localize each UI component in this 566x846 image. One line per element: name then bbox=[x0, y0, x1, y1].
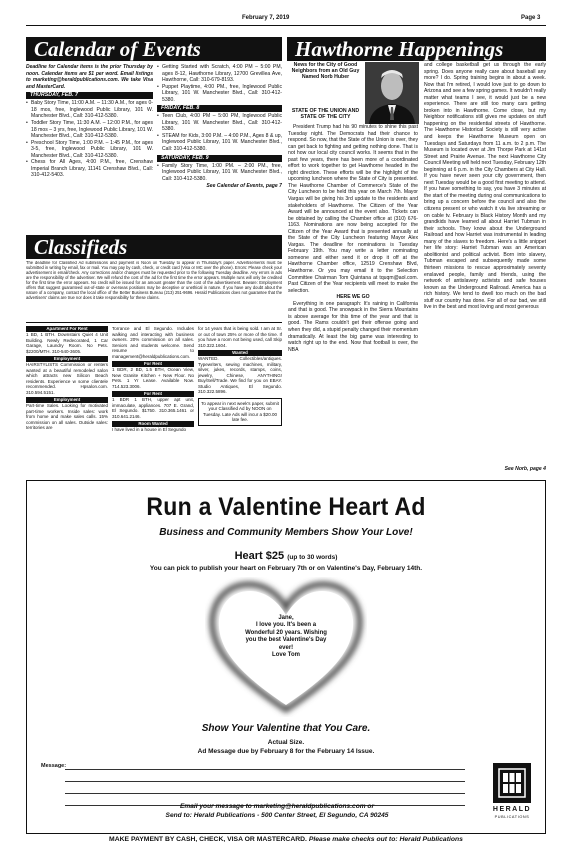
section-apartment-for-rent: Apartment For Rent bbox=[26, 326, 108, 332]
mail-instructions: Send to: Herald Publications - 500 Center Street, El Segundo, CA 90245 bbox=[165, 812, 389, 819]
calendar-item: • Puppet Playtime, 4:00 PM., free, Inglewood Public Library, 101 W. Manchester Blvd., Call: 310-412-5380. bbox=[157, 84, 282, 104]
calendar-item: • Baby Story Time, 11:00 A.M. – 11:30 A.M., for ages 0-18 mos, free, Inglewood Public Library, 101 W. Manchester Blvd., Call: 310-412-5380. bbox=[26, 100, 153, 120]
herald-logo-mark bbox=[493, 763, 531, 803]
day-heading-thursday: THURSDAY, FEB. 7 bbox=[26, 92, 153, 99]
day-heading-friday: FRIDAY, FEB. 8 bbox=[157, 105, 282, 112]
message-lines[interactable] bbox=[65, 769, 465, 806]
classifieds-intro: The deadline for Classified Ad submissions and payment is Noon on Tuesday to appear in Thursday's paper. Advertisements must be submitted in writing by email, fax or mail. You may pay by cash, check, or credit card (Visa or MC over the phone). Errors: Please check your advertisement in email/check. Any corrections and/or changes must be requested prior to the following Tuesday deadline. Any errors in ads are the responsibility of the advertiser. We will refund the cost of the ad for the first time the error appears. Multiple runs will only be credited for the first time the error appears. No credit will be issued for an amount greater than the cost of the advertisement. Beware: Employment offers that suggest guaranteed out-of-state or overseas positions may be deceptive or unethical in nature. If you have any doubt about the nature of a company, contact the local office of the Better Business Bureau (213) 251-9696. Herald Publications does not guarantee that the advertisers' claims are true nor does it take responsibility for these claims. bbox=[26, 261, 282, 300]
issue-date: February 7, 2019 bbox=[242, 15, 290, 21]
column-kicker: News for the City of Good Neighbors from an Old Guy Named Norb Huber bbox=[291, 62, 360, 81]
heart-message: Jane, I love you. It's been a Wonderful 20 years. Wishing you the best Valentine's Day ever! Love Tom bbox=[245, 615, 327, 659]
deadline-box: To appear in next week's paper, submit your Classified Ad by NOON on Tuesday. Late Ads will incur a $20.00 late fee. bbox=[198, 398, 282, 426]
email-instructions: Email your message to marketing@heraldpublications.com or bbox=[179, 803, 375, 810]
classified-ad: HAIRSTYLISTS Commission or renters wanted at a beautiful remodeled salon which attracts new Silicon Beach residents. Experience w some clientele recommended. Hpsalon.com. 310.594.5151. bbox=[26, 362, 108, 395]
message-line[interactable] bbox=[65, 769, 465, 770]
day-heading-saturday: SATURDAY, FEB. 9 bbox=[157, 155, 282, 162]
calendar-item: • Chess for All Ages, 4:00 P.M., free, Crenshaw Imperial Branch Library, 11141 Crenshaw Blvd., Call: 310-412-5403. bbox=[26, 159, 153, 179]
columnist-photo bbox=[365, 62, 419, 124]
section-employment: Employment bbox=[26, 397, 108, 403]
calendar-item: • Toddler Story Time, 11:30 A.M. – 12:00 P.M., for ages 18 mos – 3 yrs, free, Inglewood Public Library, 101 W. Manchester Blvd., Call: 310-412-5380. bbox=[26, 120, 153, 140]
building-icon bbox=[497, 767, 527, 799]
calendar-item: • Getting Started with Scratch, 4:00 PM – 5:00 PM, ages 8-12, Hawthorne Library, 12700 Grevillea Ave, Hawthorne, Call: 310-679-8193. bbox=[157, 64, 282, 84]
classifieds-column-2 bbox=[112, 326, 194, 456]
message-line[interactable] bbox=[65, 793, 465, 794]
herald-logo-sub: PUBLICATIONS bbox=[494, 815, 530, 819]
calendar-column-1 bbox=[26, 64, 153, 232]
message-line[interactable] bbox=[65, 781, 465, 782]
calendar-continued: See Calendar of Events, page 7 bbox=[206, 183, 282, 190]
ad-slogan: Show Your Valentine that You Care. bbox=[201, 723, 371, 734]
payment-checks: Please make checks out to: Herald Publications bbox=[308, 836, 463, 843]
calendar-intro: Deadline for Calendar items is the prior Thursday by noon. Calendar items are $1 per word. Email listings to marketing@heraldpublications.com. We take Visa and MasterCard. bbox=[26, 64, 153, 90]
section-for-rent: For Rent bbox=[112, 361, 194, 367]
herald-logo-name: HERALD bbox=[492, 806, 532, 813]
classifieds-column-3 bbox=[198, 326, 282, 456]
calendar-item: • Preschool Story Time, 1:00 P.M. – 1:45 P.M., for ages 3-5, free, Inglewood Public Library, 101 W. Manchester Blvd., Call: 310-412-5380. bbox=[26, 140, 153, 160]
calendar-banner: Calendar of Events bbox=[26, 37, 282, 61]
classifieds-banner: Classifieds bbox=[26, 235, 282, 259]
valentine-ad bbox=[26, 480, 546, 834]
article-body: and college basketball get us through the early spring. Does anyone really care about baseball any more? I do. Spring training begins in about a week. Now that I'm retired, I would love just to go down to Arizona and see a few spring games. It wouldn't really matter what teams I see, it would just be a new experience. There are still too many cars getting broken into in Hawthorne. Come close, but my Neighbor notifications still gives me updates on stuff happening on the residential streets of Hawthorne. The Hawthorne Historical Society is still very active and keeps the Hawthorne Museum open on Tuesdays and Saturdays from 11 a.m. to 2 p.m. The Museum is located over at Jim Thorpe Park at 141st Street and Prairie Avenue. The next Hawthorne City Council Meeting will held next Tuesday, February 12th beginning at 6 p.m. in the City Chambers at City Hall. If you have never seen your city government, then next Tuesday would be a good first meeting to attend. If you have something to say, you have 3 minutes at the start of the meeting during oral communications to bring up a concern before the council and also the citizens present or who watch it via live streaming or on cable tv. February is Black History Month and my grandkids have learned all about Harriet Tubman in their schools. They know about the Underground Railroad and how Harriet was instrumental in leading many of the slaves to freedom. Here's a little snippet her life story: Harriet Tubman was an American abolitionist and political activist. Born into slavery, Tubman escaped and subsequently made some thirteen missions to rescue approximately seventy enslaved people, family and friends, using the network of antislavery activists and safe houses known as the Underground Railroad. America has a rich history. We tend to dwell too much on the bad stuff our country has done. For all of our bad, we still live in the best and most loving and most generous bbox=[424, 62, 546, 311]
section-room-wanted: Room Wanted bbox=[112, 421, 194, 427]
message-label: Message: bbox=[41, 763, 67, 769]
article-body: President Trump had his 90 minutes to shine this past Tuesday night. The Democrats had their chance to respond. So now, that the State of the Union is over, they can get back to fighting and getting nothing done. That is not how our local city council works. It seems that in the past few years, there has been more of a coordinated effort to work together to get Hawthorne headed in the right direction. These efforts will be the highlight of the upcoming luncheon where the State of City is presented. The Hawthorne Chamber of Commerce's State of the City Luncheon to be held this year on March 7th. Mayor Vargas will be giving his 3rd update to the residents and stakeholders of Hawthorne. The Citizen of the Year Award will be announced at the event also. Tickets can be obtained by calling the Chamber office at (310) 676-1163. Nominations are now being accepted for the Citizen of the Year Award that is presented annually at the State of the City Luncheon featuring Mayor Alex Vargas. The deadline for nominations is Tuesday February 19th. You may write a letter nominating someone and either send it or drop it off at the Hawthorne Chamber office, 12519 Crenshaw Blvd, Hawthorne. Or you may email it to the Selection Committee Chairman Tom Quintana at tquqm@aol.com. Past Citizen of the Year recipients will meet to make the selection. bbox=[288, 124, 418, 294]
section-for-rent: For Rent bbox=[112, 391, 194, 397]
price-note: (up to 30 words) bbox=[287, 554, 338, 561]
section-wanted: Wanted bbox=[198, 350, 282, 356]
classified-ad: 1 BDR, 2 BD, 1.5 BTH, Ocean View, New Granite Kitchen + New Floor. No Pets. 1 Yr Lease. Available Now. 714.523.3006. bbox=[112, 367, 194, 389]
publish-note: You can pick to publish your heart on February 7th or on Valentine's Day, February 14th. bbox=[149, 565, 423, 572]
subhead-here-we-go: HERE WE GO bbox=[336, 294, 370, 301]
article-body: Everything in one paragraph: It's raining in California and that is good. The snowpack in the Sierra Mountains is above average for this time of the year and that is good. The Rams couldn't get their offense going and when they did, a stupid penalty changed their momentum dramatically. At least the big game was interesting to watch right up to the end. Now that football is over, the NBA bbox=[288, 300, 418, 353]
payment-methods: MAKE PAYMENT BY CASH, CHECK, VISA OR MASTERCARD. bbox=[109, 836, 307, 843]
page-number: Page 3 bbox=[521, 15, 541, 21]
calendar-item: • Teen Club, 4:00 PM – 5:00 PM, Inglewood Public Library, 101 W. Manchester Blvd., Call: 310-412-5380. bbox=[157, 113, 282, 133]
classified-ad: Part-time Sales. Looking for motivated part-time workers. Inside sales: work from home and make sales calls. 15% commission on all sales. Outside sales: territories are bbox=[26, 403, 108, 430]
price-label: Heart $25 bbox=[234, 550, 285, 562]
calendar-column-2 bbox=[157, 64, 282, 232]
portrait-image bbox=[365, 62, 419, 124]
happenings-column-2 bbox=[424, 62, 546, 466]
ad-subtitle: Business and Community Members Show Your Love! bbox=[159, 527, 413, 538]
classified-ad: Torrance and El Segundo. Includes walking and interacting with business owners. 20% commission on all sales. Seniors and students welcome. Send resume to management@heraldpublications.com. bbox=[112, 326, 194, 359]
ad-price bbox=[27, 550, 545, 562]
classified-ad: I have lived in a house in El Segundo bbox=[112, 427, 187, 432]
calendar-item: • STEAM for Kids, 3:00 P.M. – 4:00 P.M., Ages 8 & up, Inglewood Public Library, 101 W. Manchester Blvd., Call: 310-412-5380. bbox=[157, 133, 282, 153]
happenings-column-1 bbox=[288, 124, 418, 472]
payment-instructions bbox=[26, 836, 546, 843]
classifieds-column-1 bbox=[26, 326, 108, 456]
subhead: STATE OF THE UNION AND STATE OF THE CITY bbox=[291, 108, 360, 121]
happenings-continued: See Norb, page 4 bbox=[504, 466, 546, 472]
classified-ad: 1 BDR 1 BTH, upper apt unit, immaculate, appliances. 707 E. Grand, El Segundo. $1750. 310.365.1461 or 310.641.2146. bbox=[112, 397, 194, 419]
classified-ad: for 14 years that is being sold. I am at Sr. or out of town 25% or more of the time. If you have a room not being used, call Skip 310.322.1604. bbox=[198, 326, 282, 348]
section-employment: Employment bbox=[26, 356, 108, 362]
happenings-banner: Hawthorne Happenings bbox=[287, 37, 546, 61]
ad-title: Run a Valentine Heart Ad bbox=[146, 493, 426, 521]
actual-size-note: Actual Size. bbox=[267, 739, 305, 746]
calendar-item: • Family Story Time, 1:00 PM. – 2:00 PM., free, Inglewood Public Library, 101 W. Manchester Blvd., Call: 310-412-5380. bbox=[157, 163, 282, 183]
classified-ad: 1 BD, 1 BTH. Downstairs Quiet 4 Unit Building. Newly Redecorated, 1 Car Garage, Laundry Room. No Pets. $2200/MTH. 310-540-3605. bbox=[26, 332, 108, 354]
classified-ad: WANTED. Collectibles/antiques. Typewriters, sewing machines, military, silver, jukes, records, stamps, coins, jewelry, Chinese, ANYTHING! Buy/Sell/Trade. We find for you on EBAY. Studio Antiques, El Segundo. 310.322.5896. bbox=[198, 356, 282, 394]
due-date-note: Ad Message due by February 8 for the February 14 Issue. bbox=[197, 748, 375, 755]
